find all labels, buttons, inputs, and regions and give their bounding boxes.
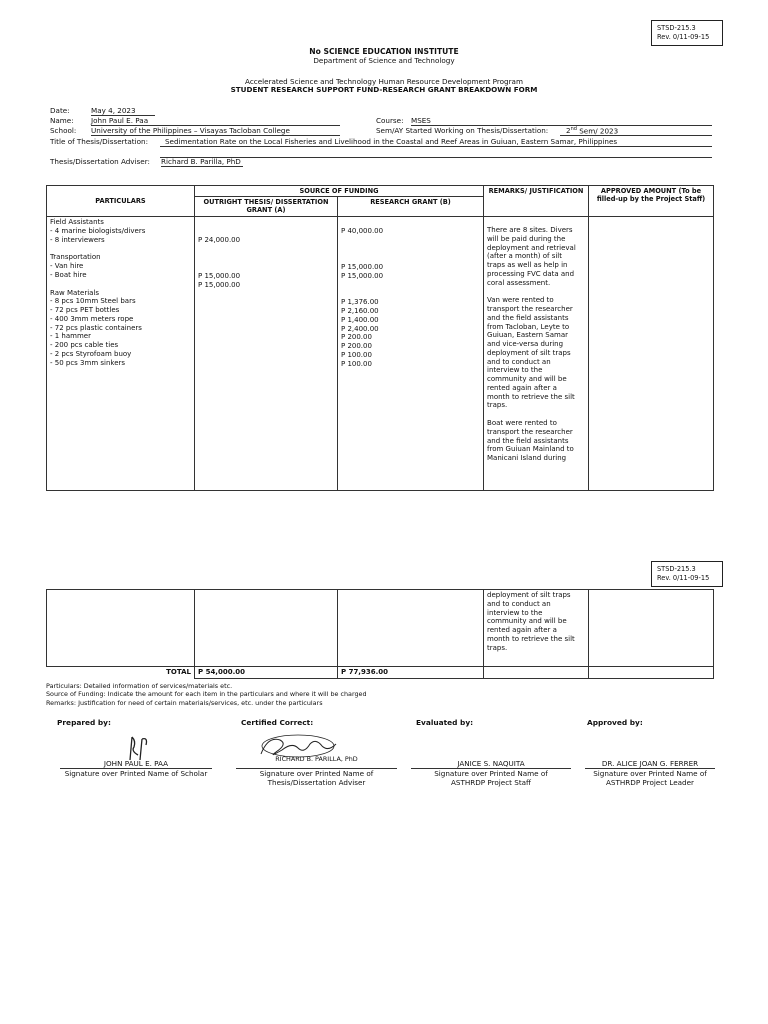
caption-line: Signature over Printed Name of: [593, 769, 707, 778]
staff-caption: [411, 769, 571, 788]
particular-line: - 72 pcs plastic containers: [50, 323, 142, 332]
caption-line: Thesis/Dissertation Adviser: [267, 778, 366, 788]
approved-by-label: Approved by:: [587, 718, 643, 727]
remark-line: deployment of silt traps: [487, 348, 571, 357]
particular-line: - 200 pcs cable ties: [50, 341, 119, 350]
date-value: May 4, 2023: [91, 106, 155, 116]
school-value: University of the Philippines – Visayas Tacloban College: [91, 126, 340, 136]
research-amount: P 2,400.00: [341, 324, 379, 333]
col-outright-header: OUTRIGHT THESIS/ DISSERTATION GRANT (A): [195, 197, 338, 217]
budget-table-continued: [46, 589, 714, 679]
remark-line: interview to the: [487, 366, 543, 375]
col-approved-header: APPROVED AMOUNT (To be filled-up by the Project Staff): [589, 186, 714, 217]
particular-line: - 1 hammer: [50, 332, 91, 341]
scholar-caption: [60, 769, 212, 778]
research-cell-cont: [338, 590, 484, 667]
form-code: STSD-215.3: [657, 24, 696, 32]
outright-amount: P 24,000.00: [198, 236, 241, 245]
course-label: Course:: [376, 116, 404, 125]
remark-line: traps as well as help in: [487, 261, 568, 270]
remark-line: Boat were rented to: [487, 419, 557, 428]
remarks-cell-cont: [484, 590, 589, 667]
leader-caption: [585, 769, 715, 788]
research-amount: P 1,400.00: [341, 315, 379, 324]
remark-line: There are 8 sites. Divers: [487, 226, 573, 235]
particular-line: Transportation: [50, 253, 101, 262]
particular-line: - 4 marine biologists/divers: [50, 226, 146, 235]
caption-line: Signature over Printed Name of: [259, 769, 374, 778]
form-revision: Rev. 0/11-09-15: [657, 32, 710, 41]
research-amount: P 15,000.00: [341, 262, 384, 271]
sem-value-suffix: Sem/ 2023: [576, 126, 619, 136]
remark-line: and to conduct an: [487, 599, 551, 608]
remark-line: interview to the: [487, 608, 543, 617]
caption-line: Signature over Printed Name of Scholar: [64, 769, 208, 778]
remark-line: Manicani Island during: [487, 454, 567, 463]
remarks-cell: [484, 217, 589, 491]
prepared-by-label: Prepared by:: [57, 718, 111, 727]
remark-line: month to retrieve the silt: [487, 392, 575, 401]
col-particulars-header: PARTICULARS: [47, 186, 195, 217]
remark-line: and the field assistants: [487, 313, 569, 322]
remark-line: and the field assistants: [487, 436, 569, 445]
remark-line: Guiuan, Eastern Samar: [487, 331, 568, 340]
sem-value: [560, 126, 712, 136]
notes: [46, 682, 367, 707]
adviser-label: Thesis/Dissertation Adviser:: [50, 157, 150, 166]
col-source-header: SOURCE OF FUNDING: [195, 186, 484, 197]
leader-printed-name: DR. ALICE JOAN G. FERRER: [601, 759, 699, 768]
form-code-box-page2: [651, 561, 723, 587]
particular-line: Field Assistants: [50, 218, 104, 227]
title-value: Sedimentation Rate on the Local Fisheries and Livelihood in the Coastal and Reef Areas in Guiuan, Eastern Samar, Philippines: [160, 137, 712, 147]
outright-amount: P 15,000.00: [198, 280, 241, 289]
form-code-box: [651, 20, 723, 46]
budget-table: [46, 185, 714, 491]
remark-line: traps.: [487, 643, 508, 652]
adviser-caption: [236, 769, 397, 788]
outright-amount: P 15,000.00: [198, 271, 241, 280]
particular-line: - 8 interviewers: [50, 235, 105, 244]
outright-cell-cont: [195, 590, 338, 667]
course-value: MSES: [411, 116, 712, 126]
institute-name: No SCIENCE EDUCATION INSTITUTE: [309, 47, 459, 56]
remark-line: processing FVC data and: [487, 269, 575, 278]
remark-line: rented again after a: [487, 626, 557, 634]
title-label: Title of Thesis/Dissertation:: [50, 137, 148, 146]
approved-cell: [589, 217, 714, 491]
particulars-cell-cont: [47, 590, 195, 667]
particular-line: - 2 pcs Styrofoam buoy: [50, 349, 132, 358]
caption-line: ASTHRDP Project Staff: [450, 778, 532, 788]
form-title: STUDENT RESEARCH SUPPORT FUND-RESEARCH GRANT BREAKDOWN FORM: [230, 85, 538, 94]
department-name: Department of Science and Technology: [313, 56, 455, 65]
scholar-printed-name: JOHN PAUL E. PAA: [103, 759, 169, 768]
certified-correct-label: Certified Correct:: [241, 718, 314, 727]
total-label: TOTAL: [47, 667, 195, 679]
approved-cell-cont: [589, 590, 714, 667]
caption-line: ASTHRDP Project Leader: [606, 778, 694, 788]
remark-line: month to retrieve the silt: [487, 634, 575, 643]
remark-line: Van were rented to: [487, 296, 554, 305]
remark-line: and vice-versa during: [487, 340, 564, 349]
remark-line: coral assessment.: [487, 278, 551, 287]
research-amount: P 200.00: [341, 333, 372, 342]
note-source: Source of Funding: Indicate the amount for each item in the particulars and where it will be charged: [46, 690, 367, 699]
particular-line: - 72 pcs PET bottles: [50, 306, 120, 315]
particular-line: - 50 pcs 3mm sinkers: [50, 358, 126, 367]
evaluated-by-label: Evaluated by:: [416, 718, 474, 727]
note-remarks: Remarks: Justification for need of certain materials/services, etc. under the particulars: [46, 698, 323, 707]
research-amount: P 2,160.00: [341, 307, 379, 316]
total-outright: P 54,000.00: [195, 667, 338, 679]
total-approved: [589, 667, 714, 679]
remark-line: (after a month) of silt: [487, 252, 562, 261]
remark-line: community and will be: [487, 617, 567, 626]
sem-label: Sem/AY Started Working on Thesis/Dissertation:: [376, 126, 549, 135]
research-amount: P 100.00: [341, 350, 372, 359]
adviser-printed-name: RICHARD B. PARILLA, PhD: [275, 755, 358, 763]
particular-line: - Boat hire: [50, 270, 87, 279]
sem-value-sup: nd: [570, 126, 577, 132]
particular-line: - Van hire: [50, 262, 84, 271]
form-code: STSD-215.3: [657, 565, 696, 573]
remark-line: will be paid during the: [487, 234, 566, 243]
particulars-cell: [47, 217, 195, 491]
caption-line: Signature over Printed Name of: [434, 769, 548, 778]
remark-line: rented again after a: [487, 383, 557, 392]
staff-printed-name: JANICE S. NAQUITA: [457, 759, 525, 768]
research-amount: P 100.00: [341, 359, 372, 368]
remark-line: transport the researcher: [487, 305, 573, 314]
col-remarks-header: REMARKS/ JUSTIFICATION: [484, 186, 589, 217]
adviser-value: Richard B. Parilla, PhD: [161, 157, 243, 167]
remark-line: from Guiuan Mainland to: [487, 445, 574, 454]
particular-line: Raw Materials: [50, 288, 100, 297]
research-amount: P 200.00: [341, 342, 372, 351]
remark-line: deployment and retrieval: [487, 243, 576, 252]
sem-value-prefix: 2: [566, 126, 571, 136]
name-label: Name:: [50, 116, 74, 125]
total-remarks: [484, 667, 589, 679]
particular-line: - 8 pcs 10mm Steel bars: [50, 297, 136, 306]
research-amount: P 40,000.00: [341, 227, 384, 236]
remark-line: transport the researcher: [487, 427, 573, 436]
date-label: Date:: [50, 106, 70, 115]
program-name: Accelerated Science and Technology Human Resource Development Program: [245, 77, 523, 86]
note-particulars: Particulars: Detailed information of services/materials etc.: [46, 682, 233, 690]
research-cell: [338, 217, 484, 491]
research-amount: P 1,376.00: [341, 298, 379, 307]
total-research: P 77,936.00: [338, 667, 484, 679]
form-revision: Rev. 0/11-09-15: [657, 573, 710, 582]
remark-line: traps.: [487, 401, 508, 410]
remark-line: deployment of silt traps: [487, 591, 571, 599]
school-label: School:: [50, 126, 77, 135]
particular-line: - 400 3mm meters rope: [50, 314, 134, 323]
name-value: John Paul E. Paa: [91, 116, 340, 126]
outright-cell: [195, 217, 338, 491]
remark-line: from Tacloban, Leyte to: [487, 322, 570, 331]
col-research-header: RESEARCH GRANT (B): [338, 197, 484, 217]
research-amount: P 15,000.00: [341, 271, 384, 280]
remark-line: community and will be: [487, 375, 567, 384]
remark-line: and to conduct an: [487, 357, 551, 366]
